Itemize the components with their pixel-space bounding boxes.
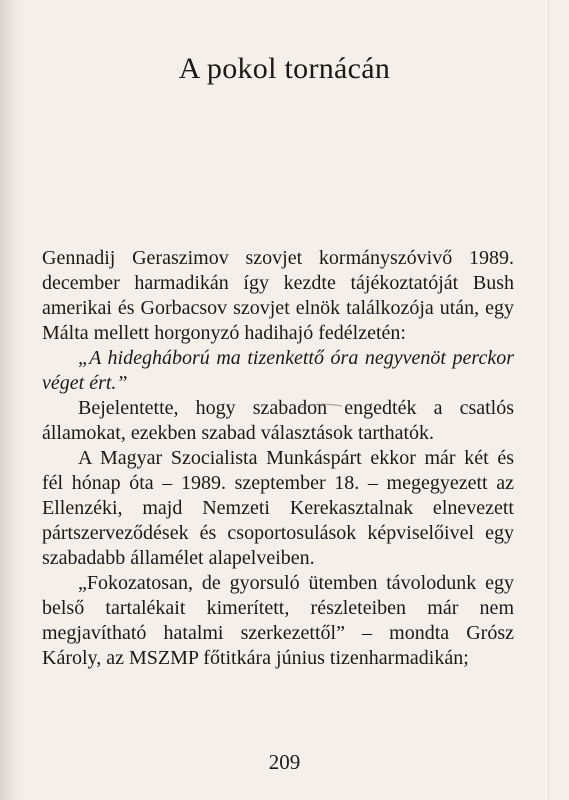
page-number: 209	[268, 750, 301, 774]
paragraph-1: Gennadij Geraszimov szovjet kormányszóvivő 1989. december harmadikán így kezdte tájékoztatóját Bush amerikai és Gorbacsov szovjet elnök találkozója után, egy Málta mellett horgonyzó hadihajó fedélzetén:	[42, 247, 514, 344]
body-text	[42, 246, 514, 671]
chapter-title: A pokol tornácán	[178, 52, 391, 85]
page-edge-shadow	[548, 0, 549, 800]
paragraph-4: A Magyar Szocialista Munkáspárt ekkor már két és fél hónap óta – 1989. szeptember 18. – megegyezett az Ellenzéki, majd Nemzeti Kerekasztalnak elnevezett pártszerveződések és csoportosulások képviselőivel egy szabadabb államélet alapelveiben.	[42, 447, 514, 569]
paragraph-2-quote: „A hidegháború ma tizenkettő óra negyvenöt perckor véget ért.”	[42, 347, 514, 394]
paragraph-5: „Fokozatosan, de gyorsuló ütemben távolodunk egy belső tartalékait kimerített, részleteiben már nem megjavítható hatalmi szerkezettől” – mondta Grósz Károly, az MSZMP főtitkára június tizenharmadikán;	[42, 572, 514, 669]
pencil-underline-mark	[298, 399, 344, 413]
paragraph-3: Bejelentette, hogy szabadon engedték a csatlós államokat, ezekben szabad választások tarthatók.	[42, 397, 514, 444]
